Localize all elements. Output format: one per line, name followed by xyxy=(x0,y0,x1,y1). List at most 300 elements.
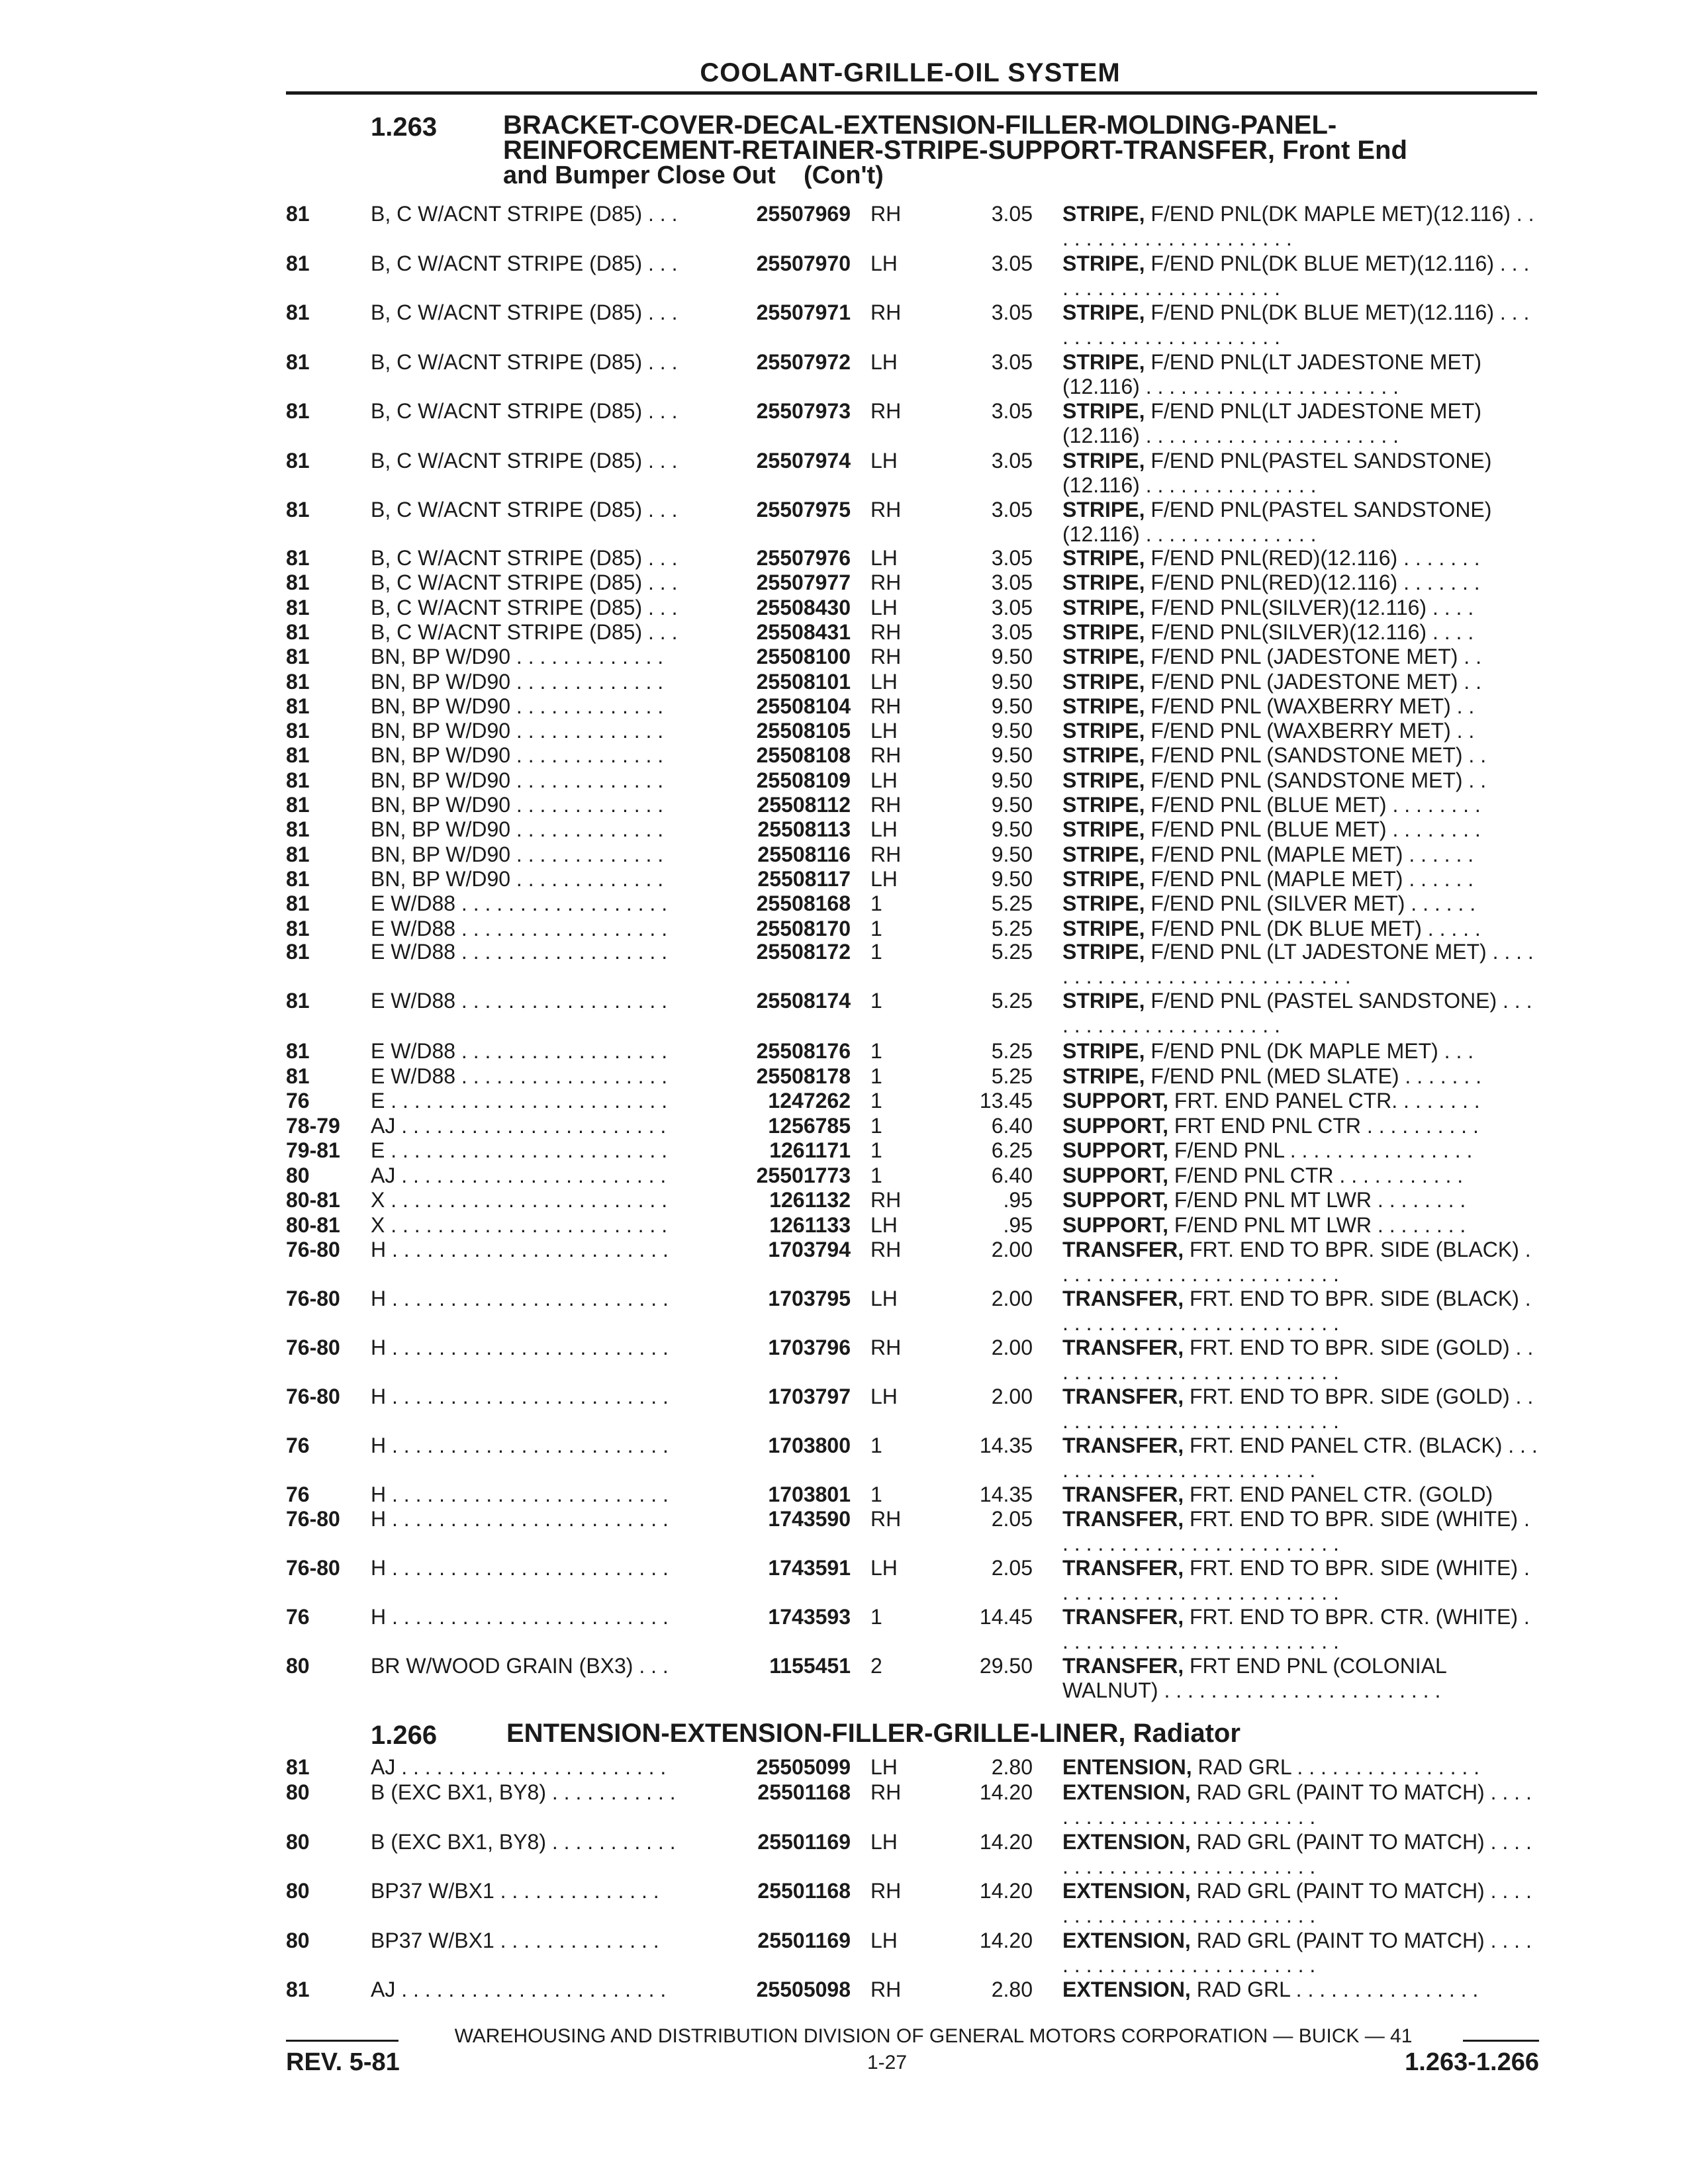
row-description-text: F/END PNL(DK BLUE MET)(12.116) . . . . . . . . . . . . . . . . . . . . . . xyxy=(1062,251,1530,300)
row-part-name: TRANSFER, xyxy=(1062,1482,1184,1506)
row-description xyxy=(1062,399,1539,448)
row-part-name: SUPPORT, xyxy=(1062,1188,1169,1212)
row-year: 81 xyxy=(286,645,310,669)
row-year: 76-80 xyxy=(286,1287,340,1310)
row-quantity: LH xyxy=(870,546,898,570)
row-model: AJ . . . . . . . . . . . . . . . . . . . . . . . xyxy=(371,1978,667,2001)
row-part-number: 1743590 xyxy=(768,1507,851,1531)
row-quantity: 1 xyxy=(870,1113,882,1138)
row-description xyxy=(1062,1879,1539,1928)
row-model: BN, BP W/D90 . . . . . . . . . . . . . xyxy=(371,768,664,792)
row-part-name: TRANSFER, xyxy=(1062,1433,1184,1457)
row-description-text: FRT. END TO BPR. SIDE (GOLD) . . . . . . . . . . . . . . . . . . . . . . . . . . xyxy=(1062,1336,1534,1384)
row-model: BN, BP W/D90 . . . . . . . . . . . . . xyxy=(371,743,664,768)
row-quantity: RH xyxy=(870,399,902,423)
row-part-name: STRIPE, xyxy=(1062,669,1145,694)
table-row xyxy=(0,251,1688,300)
row-description xyxy=(1062,1482,1539,1507)
table-row xyxy=(0,1556,1688,1605)
row-description xyxy=(1062,1654,1539,1703)
row-price: 9.50 xyxy=(991,793,1033,817)
row-part-name: TRANSFER, xyxy=(1062,1238,1184,1261)
row-description xyxy=(1062,940,1539,989)
row-description-text: F/END PNL(SILVER)(12.116) . . . . xyxy=(1150,595,1474,619)
row-description xyxy=(1062,1213,1539,1238)
row-quantity: 1 xyxy=(870,1482,882,1506)
row-part-number: 25508113 xyxy=(757,817,851,842)
row-description xyxy=(1062,917,1539,941)
row-description xyxy=(1062,1929,1539,1978)
row-part-number: 25508176 xyxy=(756,1039,851,1063)
row-description xyxy=(1062,1089,1539,1113)
row-price: 13.45 xyxy=(979,1089,1033,1113)
footer-rule xyxy=(1463,2040,1539,2042)
row-price: 3.05 xyxy=(991,619,1033,644)
row-part-number: 25501168 xyxy=(757,1780,851,1804)
row-year: 80-81 xyxy=(286,1212,340,1237)
row-part-number: 25507972 xyxy=(756,349,851,374)
row-model: E . . . . . . . . . . . . . . . . . . . . . . . . xyxy=(371,1089,668,1113)
table-row xyxy=(0,1654,1688,1703)
row-description xyxy=(1062,989,1539,1038)
row-description-text: F/END PNL (DK MAPLE MET) . . . xyxy=(1150,1039,1474,1063)
row-part-name: STRIPE, xyxy=(1062,202,1145,226)
row-model: H . . . . . . . . . . . . . . . . . . . . . . . . xyxy=(371,1287,669,1310)
table-row xyxy=(0,1780,1688,1829)
row-part-name: SUPPORT, xyxy=(1062,1212,1169,1237)
row-part-name: STRIPE, xyxy=(1062,842,1145,866)
row-description-text: F/END PNL (DK BLUE MET) . . . . . xyxy=(1150,916,1481,940)
row-part-number: 25501169 xyxy=(757,1928,851,1952)
row-quantity: RH xyxy=(870,793,902,817)
row-model: E W/D88 . . . . . . . . . . . . . . . . . . xyxy=(371,916,668,940)
row-model: E W/D88 . . . . . . . . . . . . . . . . . . xyxy=(371,1039,668,1063)
row-description xyxy=(1062,694,1539,719)
row-description-text: F/END PNL(PASTEL SANDSTONE)(12.116) . . . . . . . . . . . . . . . xyxy=(1062,498,1492,546)
row-description xyxy=(1062,1830,1539,1879)
row-year: 81 xyxy=(286,1978,310,2001)
row-quantity: 1 xyxy=(870,1433,882,1457)
row-year: 81 xyxy=(286,817,310,842)
row-description xyxy=(1062,1114,1539,1138)
row-price: 2.00 xyxy=(991,1385,1033,1408)
row-year: 81 xyxy=(286,694,310,718)
row-part-number: 25508104 xyxy=(756,694,851,718)
row-quantity: LH xyxy=(870,448,898,473)
row-quantity: LH xyxy=(870,817,898,842)
row-part-name: STRIPE, xyxy=(1062,399,1145,423)
row-year: 76-80 xyxy=(286,1556,340,1580)
row-year: 81 xyxy=(286,546,310,570)
section-number: 1.263 xyxy=(371,113,438,142)
table-row xyxy=(0,1978,1688,2026)
row-part-number: 25507976 xyxy=(756,546,851,570)
row-part-name: STRIPE, xyxy=(1062,595,1145,619)
row-description-text: F/END PNL (MAPLE MET) . . . . . . xyxy=(1150,842,1474,866)
row-price: 2.00 xyxy=(991,1336,1033,1359)
row-model: BN, BP W/D90 . . . . . . . . . . . . . xyxy=(371,817,664,842)
row-year: 80-81 xyxy=(286,1188,340,1212)
row-part-name: STRIPE, xyxy=(1062,349,1145,374)
row-description xyxy=(1062,449,1539,498)
row-model: X . . . . . . . . . . . . . . . . . . . . . . . . xyxy=(371,1212,668,1237)
row-year: 76-80 xyxy=(286,1336,340,1359)
row-part-number: 1703801 xyxy=(768,1482,851,1506)
row-quantity: RH xyxy=(870,1879,902,1903)
row-year: 76 xyxy=(286,1605,310,1629)
row-year: 81 xyxy=(286,1064,310,1088)
section-title-line: REINFORCEMENT-RETAINER-STRIPE-SUPPORT-TRANSFER, Front End xyxy=(503,136,1407,165)
row-part-number: 1261171 xyxy=(769,1138,851,1162)
row-price: 3.05 xyxy=(991,251,1033,275)
row-quantity: 2 xyxy=(870,1654,882,1678)
row-price: 14.20 xyxy=(979,1829,1033,1854)
row-quantity: RH xyxy=(870,1238,902,1261)
row-price: 3.05 xyxy=(991,300,1033,324)
row-part-name: STRIPE, xyxy=(1062,694,1145,718)
row-year: 80 xyxy=(286,1829,310,1854)
row-quantity: 1 xyxy=(870,1163,882,1187)
row-model: BP37 W/BX1 . . . . . . . . . . . . . . xyxy=(371,1928,659,1952)
row-description xyxy=(1062,867,1539,891)
row-description xyxy=(1062,1780,1539,1829)
row-part-name: TRANSFER, xyxy=(1062,1654,1184,1678)
row-quantity: LH xyxy=(870,1829,898,1854)
row-model: BN, BP W/D90 . . . . . . . . . . . . . xyxy=(371,842,664,866)
row-year: 76 xyxy=(286,1482,310,1506)
table-row xyxy=(0,989,1688,1038)
row-model: B, C W/ACNT STRIPE (D85) . . . xyxy=(371,202,678,226)
row-quantity: RH xyxy=(870,1507,902,1531)
row-price: 9.50 xyxy=(991,866,1033,891)
row-year: 81 xyxy=(286,891,310,916)
row-price: 2.00 xyxy=(991,1287,1033,1310)
row-price: 3.05 xyxy=(991,546,1033,570)
row-quantity: 1 xyxy=(870,1064,882,1088)
row-description-text: FRT. END TO BPR. SIDE (GOLD) . . . . . . . . . . . . . . . . . . . . . . . . . . xyxy=(1062,1385,1534,1433)
row-model: H . . . . . . . . . . . . . . . . . . . . . . . . xyxy=(371,1556,669,1580)
row-part-number: 1703796 xyxy=(768,1336,851,1359)
row-price: 9.50 xyxy=(991,817,1033,842)
row-price: 5.25 xyxy=(991,1064,1033,1088)
row-part-name: STRIPE, xyxy=(1062,498,1145,522)
row-description-text: F/END PNL(SILVER)(12.116) . . . . xyxy=(1150,619,1474,644)
row-year: 81 xyxy=(286,498,310,522)
row-year: 81 xyxy=(286,743,310,768)
row-price: 9.50 xyxy=(991,669,1033,694)
row-description-text: F/END PNL CTR . . . . . . . . . . . xyxy=(1174,1163,1464,1187)
table-row xyxy=(0,498,1688,547)
row-description-text: F/END PNL (JADESTONE MET) . . xyxy=(1150,645,1481,669)
row-quantity: LH xyxy=(870,1755,898,1779)
row-description xyxy=(1062,1238,1539,1287)
row-model: B, C W/ACNT STRIPE (D85) . . . xyxy=(371,619,678,644)
table-row xyxy=(0,300,1688,349)
row-description-text: F/END PNL MT LWR . . . . . . . . xyxy=(1174,1212,1466,1237)
row-quantity: RH xyxy=(870,1780,902,1804)
row-description-text: F/END PNL (SILVER MET) . . . . . . xyxy=(1150,891,1476,916)
row-model: E W/D88 . . . . . . . . . . . . . . . . . . xyxy=(371,891,668,916)
row-part-number: 25508172 xyxy=(756,940,851,964)
row-description xyxy=(1062,1188,1539,1212)
row-description-text: FRT. END PANEL CTR. (BLACK) . . . . . . . . . . . . . . . . . . . . . . . . . xyxy=(1062,1433,1538,1482)
row-year: 81 xyxy=(286,570,310,595)
row-quantity: RH xyxy=(870,694,902,718)
row-price: 14.35 xyxy=(979,1482,1033,1506)
row-description xyxy=(1062,350,1539,399)
row-quantity: 1 xyxy=(870,916,882,940)
row-part-number: 1703795 xyxy=(768,1287,851,1310)
row-quantity: RH xyxy=(870,1978,902,2001)
row-year: 81 xyxy=(286,300,310,324)
row-description xyxy=(1062,1064,1539,1089)
row-part-name: EXTENSION, xyxy=(1062,1978,1191,2001)
row-model: E W/D88 . . . . . . . . . . . . . . . . . . xyxy=(371,989,668,1013)
row-part-name: TRANSFER, xyxy=(1062,1287,1184,1310)
row-model: H . . . . . . . . . . . . . . . . . . . . . . . . xyxy=(371,1433,669,1457)
row-part-number: 25508431 xyxy=(756,619,851,644)
row-part-name: STRIPE, xyxy=(1062,916,1145,940)
table-row xyxy=(0,1385,1688,1433)
row-description xyxy=(1062,1163,1539,1188)
row-description-text: F/END PNL (BLUE MET) . . . . . . . . xyxy=(1150,817,1481,842)
table-row xyxy=(0,1287,1688,1336)
row-part-number: 25501169 xyxy=(757,1829,851,1854)
row-description xyxy=(1062,596,1539,620)
footer-rule xyxy=(286,2040,399,2042)
row-year: 80 xyxy=(286,1780,310,1804)
row-part-name: TRANSFER, xyxy=(1062,1605,1184,1629)
row-price: 2.80 xyxy=(991,1978,1033,2001)
row-model: H . . . . . . . . . . . . . . . . . . . . . . . . xyxy=(371,1482,669,1506)
row-model: AJ . . . . . . . . . . . . . . . . . . . . . . . xyxy=(371,1163,667,1187)
row-description-text: RAD GRL (PAINT TO MATCH) . . . . . . . . . . . . . . . . . . . . . . . . . . xyxy=(1062,1928,1532,1977)
row-part-name: EXTENSION, xyxy=(1062,1879,1191,1903)
row-part-number: 25508112 xyxy=(757,793,851,817)
row-model: BR W/WOOD GRAIN (BX3) . . . xyxy=(371,1654,669,1678)
row-year: 81 xyxy=(286,1755,310,1779)
row-part-number: 25508117 xyxy=(757,866,851,891)
row-description xyxy=(1062,498,1539,547)
row-price: 3.05 xyxy=(991,595,1033,619)
row-quantity: LH xyxy=(870,349,898,374)
row-description-text: F/END PNL (JADESTONE MET) . . xyxy=(1150,669,1481,694)
row-description xyxy=(1062,645,1539,669)
row-model: B, C W/ACNT STRIPE (D85) . . . xyxy=(371,251,678,275)
row-quantity: LH xyxy=(870,1928,898,1952)
row-part-number: 25507974 xyxy=(756,448,851,473)
row-part-number: 25507971 xyxy=(756,300,851,324)
row-part-name: STRIPE, xyxy=(1062,570,1145,595)
row-part-number: 25501773 xyxy=(756,1163,851,1187)
row-description xyxy=(1062,793,1539,817)
row-description-text: F/END PNL MT LWR . . . . . . . . xyxy=(1174,1188,1466,1212)
row-description xyxy=(1062,202,1539,251)
row-description xyxy=(1062,620,1539,645)
row-part-name: STRIPE, xyxy=(1062,743,1145,768)
row-description xyxy=(1062,670,1539,694)
row-quantity: LH xyxy=(870,595,898,619)
row-part-name: SUPPORT, xyxy=(1062,1113,1169,1138)
row-quantity: 1 xyxy=(870,989,882,1013)
row-description-text: FRT. END TO BPR. CTR. (WHITE) . . . . . . . . . . . . . . . . . . . . . . . . . xyxy=(1062,1605,1530,1653)
table-row xyxy=(0,1605,1688,1654)
row-year: 81 xyxy=(286,719,310,743)
table-row xyxy=(0,1929,1688,1978)
row-quantity: 1 xyxy=(870,1039,882,1063)
row-description-text: F/END PNL (WAXBERRY MET) . . xyxy=(1150,694,1475,718)
row-year: 76 xyxy=(286,1089,310,1113)
row-quantity: RH xyxy=(870,300,902,324)
row-price: 14.20 xyxy=(979,1780,1033,1804)
row-model: H . . . . . . . . . . . . . . . . . . . . . . . . xyxy=(371,1238,669,1261)
row-part-name: STRIPE, xyxy=(1062,817,1145,842)
row-price: 2.05 xyxy=(991,1507,1033,1531)
row-quantity: RH xyxy=(870,570,902,595)
row-description-text: F/END PNL (MAPLE MET) . . . . . . xyxy=(1150,866,1474,891)
row-price: 14.20 xyxy=(979,1928,1033,1952)
row-part-name: STRIPE, xyxy=(1062,793,1145,817)
row-price: 2.80 xyxy=(991,1755,1033,1779)
row-model: B, C W/ACNT STRIPE (D85) . . . xyxy=(371,399,678,423)
row-model: B, C W/ACNT STRIPE (D85) . . . xyxy=(371,546,678,570)
row-part-name: STRIPE, xyxy=(1062,448,1145,473)
row-year: 76-80 xyxy=(286,1385,340,1408)
row-part-number: 25508100 xyxy=(756,645,851,669)
row-description xyxy=(1062,842,1539,867)
row-price: 5.25 xyxy=(991,989,1033,1013)
row-description-text: RAD GRL (PAINT TO MATCH) . . . . . . . . . . . . . . . . . . . . . . . . . . xyxy=(1062,1879,1532,1927)
row-part-number: 1743593 xyxy=(768,1605,851,1629)
row-year: 81 xyxy=(286,349,310,374)
row-description-text: F/END PNL (SANDSTONE MET) . . xyxy=(1150,768,1487,792)
row-description-text: F/END PNL (SANDSTONE MET) . . xyxy=(1150,743,1487,768)
row-quantity: RH xyxy=(870,1336,902,1359)
row-year: 81 xyxy=(286,595,310,619)
row-quantity: 1 xyxy=(870,891,882,916)
row-part-number: 25508101 xyxy=(756,669,851,694)
row-description-text: RAD GRL (PAINT TO MATCH) . . . . . . . . . . . . . . . . . . . . . . . . . . xyxy=(1062,1829,1532,1878)
row-year: 76 xyxy=(286,1433,310,1457)
row-quantity: RH xyxy=(870,619,902,644)
row-part-name: EXTENSION, xyxy=(1062,1780,1191,1804)
row-quantity: RH xyxy=(870,842,902,866)
row-part-name: EXTENSION, xyxy=(1062,1829,1191,1854)
table-row xyxy=(0,1879,1688,1928)
row-part-number: 1247262 xyxy=(768,1089,851,1113)
row-price: 5.25 xyxy=(991,940,1033,964)
row-description xyxy=(1062,768,1539,793)
row-description xyxy=(1062,251,1539,300)
row-description-text: F/END PNL . . . . . . . . . . . . . . . . xyxy=(1174,1138,1473,1162)
row-quantity: LH xyxy=(870,1385,898,1408)
row-price: 9.50 xyxy=(991,743,1033,768)
row-part-number: 1703794 xyxy=(768,1238,851,1261)
footer-revision: REV. 5-81 xyxy=(286,2048,400,2076)
row-model: AJ . . . . . . . . . . . . . . . . . . . . . . . xyxy=(371,1113,667,1138)
table-row xyxy=(0,399,1688,448)
section-title-line xyxy=(503,163,1628,188)
row-part-number: 1703797 xyxy=(768,1385,851,1408)
row-price: 6.40 xyxy=(991,1113,1033,1138)
row-description xyxy=(1062,743,1539,768)
row-part-name: STRIPE, xyxy=(1062,891,1145,916)
row-price: 9.50 xyxy=(991,768,1033,792)
row-model: E . . . . . . . . . . . . . . . . . . . . . . . . xyxy=(371,1138,668,1162)
row-part-number: 25507975 xyxy=(756,498,851,522)
row-quantity: RH xyxy=(870,498,902,522)
row-description-text: F/END PNL(DK BLUE MET)(12.116) . . . . . . . . . . . . . . . . . . . . . . xyxy=(1062,300,1530,349)
row-price: 9.50 xyxy=(991,842,1033,866)
row-price: 5.25 xyxy=(991,1039,1033,1063)
row-year: 80 xyxy=(286,1879,310,1903)
section-title: ENTENSION-EXTENSION-FILLER-GRILLE-LINER, Radiator xyxy=(506,1719,1241,1748)
row-price: 6.40 xyxy=(991,1163,1033,1187)
row-year: 76-80 xyxy=(286,1238,340,1261)
row-year: 81 xyxy=(286,842,310,866)
row-part-name: TRANSFER, xyxy=(1062,1336,1184,1359)
row-quantity: 1 xyxy=(870,1089,882,1113)
row-price: .95 xyxy=(1003,1212,1033,1237)
table-row xyxy=(0,1830,1688,1879)
row-quantity: LH xyxy=(870,251,898,275)
row-quantity: RH xyxy=(870,743,902,768)
row-part-name: STRIPE, xyxy=(1062,546,1145,570)
row-quantity: 1 xyxy=(870,1605,882,1629)
row-description-text: F/END PNL (BLUE MET) . . . . . . . . xyxy=(1150,793,1481,817)
row-part-number: 25505098 xyxy=(756,1978,851,2001)
row-price: 14.45 xyxy=(979,1605,1033,1629)
table-row xyxy=(0,1336,1688,1385)
row-model: AJ . . . . . . . . . . . . . . . . . . . . . . . xyxy=(371,1755,667,1779)
row-quantity: LH xyxy=(870,866,898,891)
row-description-text: RAD GRL (PAINT TO MATCH) . . . . . . . . . . . . . . . . . . . . . . . . . . xyxy=(1062,1780,1532,1829)
row-description-text: FRT. END TO BPR. SIDE (WHITE) . . . . . . . . . . . . . . . . . . . . . . . . . xyxy=(1062,1556,1530,1604)
row-year: 81 xyxy=(286,793,310,817)
row-price: 9.50 xyxy=(991,694,1033,718)
row-description-text: FRT. END TO BPR. SIDE (BLACK) . . . . . . . . . . . . . . . . . . . . . . . . . xyxy=(1062,1238,1531,1286)
row-part-number: 25507973 xyxy=(756,399,851,423)
page-header: COOLANT-GRILLE-OIL SYSTEM xyxy=(700,58,1121,87)
row-year: 81 xyxy=(286,399,310,423)
row-description-text: FRT. END TO BPR. SIDE (BLACK) . . . . . . . . . . . . . . . . . . . . . . . . . xyxy=(1062,1287,1531,1335)
row-year: 81 xyxy=(286,916,310,940)
row-year: 81 xyxy=(286,669,310,694)
row-description-text: F/END PNL (MED SLATE) . . . . . . . xyxy=(1150,1064,1481,1088)
row-quantity: LH xyxy=(870,768,898,792)
row-part-number: 1261133 xyxy=(769,1212,851,1237)
row-model: BN, BP W/D90 . . . . . . . . . . . . . xyxy=(371,645,664,669)
row-quantity: LH xyxy=(870,1556,898,1580)
row-description xyxy=(1062,719,1539,743)
row-model: X . . . . . . . . . . . . . . . . . . . . . . . . xyxy=(371,1188,668,1212)
row-price: 2.00 xyxy=(991,1238,1033,1261)
row-part-number: 1256785 xyxy=(768,1113,851,1138)
row-price: 9.50 xyxy=(991,645,1033,669)
row-part-name: STRIPE, xyxy=(1062,1064,1145,1088)
row-part-name: STRIPE, xyxy=(1062,866,1145,891)
section-title-line: BRACKET-COVER-DECAL-EXTENSION-FILLER-MOLDING-PANEL- xyxy=(503,111,1337,140)
row-part-number: 25507970 xyxy=(756,251,851,275)
row-part-name: TRANSFER, xyxy=(1062,1556,1184,1580)
row-part-number: 25507977 xyxy=(756,570,851,595)
table-row xyxy=(0,202,1688,251)
row-quantity: LH xyxy=(870,719,898,743)
row-model: BN, BP W/D90 . . . . . . . . . . . . . xyxy=(371,694,664,718)
row-part-name: EXTENSION, xyxy=(1062,1928,1191,1952)
row-part-number: 25508170 xyxy=(756,916,851,940)
row-year: 81 xyxy=(286,940,310,964)
